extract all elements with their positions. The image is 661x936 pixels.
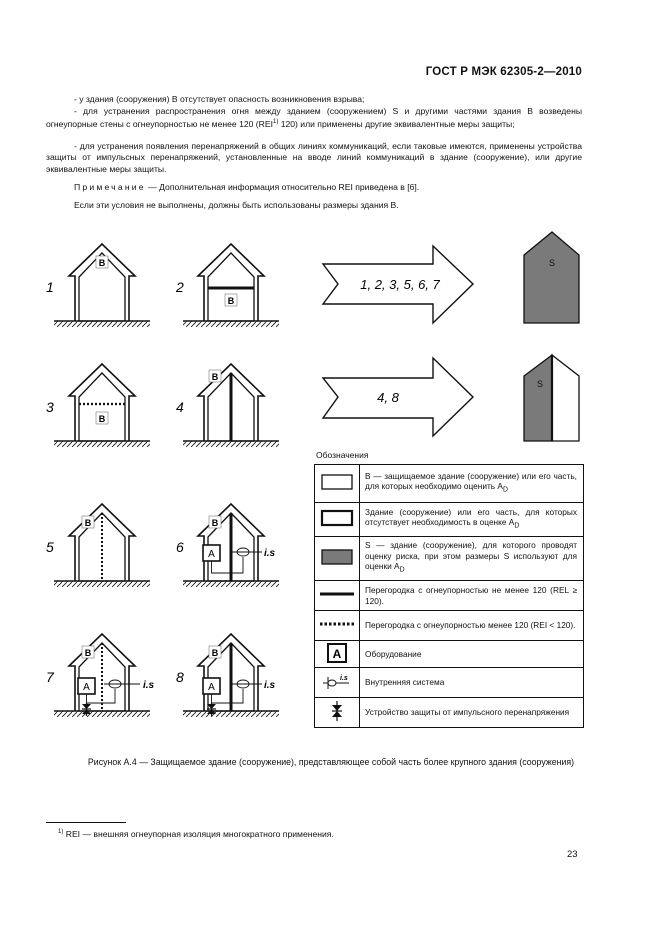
note-label: Примечание: [74, 182, 146, 192]
arrow-1: [323, 246, 473, 323]
building-b-label: B: [98, 414, 106, 424]
case-number: 7: [46, 669, 54, 685]
equipment-icon: [317, 642, 357, 664]
fire-wall-solid-icon: [317, 588, 357, 600]
legend-row: [315, 668, 584, 698]
legend-row: [315, 465, 584, 503]
s-label: S: [536, 379, 544, 389]
arrow-1-text: 1, 2, 3, 5, 6, 7: [360, 277, 440, 292]
building-b-label: B: [211, 372, 219, 382]
case-number: 4: [176, 399, 184, 415]
building-b-label: B: [98, 258, 106, 268]
non-evaluated-building-symbol-icon: [317, 508, 357, 528]
s-building-half: [524, 355, 579, 441]
s-label: S: [548, 258, 556, 268]
document-header: ГОСТ Р МЭК 62305-2—2010: [425, 66, 582, 78]
house-case-7: [46, 634, 155, 717]
house-case-6: [176, 504, 279, 587]
legend-text: S — здание (сооружение), для которого проводят оценку риска, при этом размеры S используют для оценки A: [365, 540, 577, 572]
building-b-label: B: [211, 518, 219, 528]
legend-row: [315, 503, 584, 537]
legend-sub: D: [514, 522, 520, 530]
internal-system-label: i.s: [264, 680, 276, 691]
legend-row: [315, 581, 584, 611]
internal-system-icon: [317, 671, 357, 691]
legend-text: Внутренняя система: [365, 677, 445, 688]
footnote-mark: 1): [58, 829, 64, 836]
footnote-text: REI — внешняя огнеупорная изоляция многократного применения.: [65, 829, 334, 839]
footnote: [58, 829, 334, 839]
bullet-3: - для устранения появления перенапряжений в общих линиях коммуникаций, если таковые имеются, применены устройства защиты от импульсных перенапряжений, установленные на вводе линий коммуникаций в здание (сооружение), или другие эквивалентные меры защиты.: [46, 141, 582, 174]
bullet-2-text-a: - для устранения распространения огня между зданием (сооружением) S и другими частями здания B возведены огнеупорные стены с огнеупорностью не менее 120 (REI: [46, 106, 582, 130]
protected-building-symbol-icon: [317, 472, 357, 492]
equipment-a-label: A: [208, 682, 215, 693]
legend-row: [315, 537, 584, 581]
case-number: 8: [176, 669, 184, 685]
legend-sub: D: [399, 567, 405, 575]
building-b-label: B: [84, 518, 92, 528]
building-b-label: B: [84, 648, 92, 658]
case-number: 5: [46, 539, 54, 555]
page-number: 23: [567, 849, 578, 860]
legend-row: [315, 641, 584, 668]
s-building-symbol-icon: [317, 547, 357, 567]
legend-text: Оборудование: [365, 648, 422, 659]
footnote-ref: 1): [272, 119, 279, 126]
equipment-a-label: A: [208, 549, 215, 560]
arrow-2: [323, 358, 473, 436]
fire-wall-dashed-icon: [317, 618, 357, 630]
legend-text: B — защищаемое здание (сооружение) или его часть, для которых необходимо оценить A: [365, 470, 577, 492]
internal-system-label: i.s: [143, 680, 155, 691]
building-b-label: B: [211, 648, 219, 658]
case-number: 2: [176, 279, 184, 295]
case-number: 1: [46, 279, 54, 295]
house-case-1: [46, 244, 150, 327]
note-text: — Дополнительная информация относительно REI приведена в [6].: [145, 182, 420, 192]
legend-text: Перегородка с огнеупорностью не менее 120 (REL ≥ 120).: [365, 584, 577, 606]
legend-table: [314, 464, 584, 728]
house-case-5: [46, 504, 150, 587]
footnote-divider: [46, 822, 126, 823]
house-case-3: [46, 364, 150, 447]
arrow-2-text: 4, 8: [377, 390, 399, 405]
legend-row: [315, 611, 584, 641]
bullet-1: - у здания (сооружения) B отсутствует опасность возникновения взрыва;: [74, 94, 365, 104]
legend-row: [315, 698, 584, 728]
equipment-a-label: A: [83, 682, 90, 693]
internal-system-icon-label: i.s: [340, 675, 348, 683]
house-case-4: [176, 364, 279, 447]
building-b-label: B: [227, 296, 235, 306]
legend-text: Здание (сооружение) или его часть, для которых отсутствует необходимость в оценке A: [365, 506, 577, 528]
surge-protector-icon: [317, 699, 357, 723]
house-case-2: [175, 244, 279, 327]
house-case-8: [176, 634, 279, 717]
legend-sub: D: [502, 486, 508, 494]
legend-text: Устройство защиты от импульсного перенапряжения: [365, 707, 570, 718]
s-building-full: [524, 232, 579, 323]
internal-system-label: i.s: [264, 548, 276, 559]
case-number: 6: [176, 539, 184, 555]
legend-text: Перегородка с огнеупорностью менее 120 (REI < 120).: [365, 620, 576, 631]
legend-title: Обозначения: [316, 450, 369, 460]
conclusion: Если эти условия не выполнены, должны быть использованы размеры здания B.: [74, 200, 399, 210]
figure-caption: Рисунок A.4 — Защищаемое здание (сооружение), представляющее собой часть более крупного здания (сооружения): [87, 757, 575, 767]
equipment-icon-label: A: [332, 646, 342, 661]
case-number: 3: [46, 399, 54, 415]
bullet-2-text-b: 120) или применены другие эквивалентные меры защиты;: [278, 119, 515, 130]
